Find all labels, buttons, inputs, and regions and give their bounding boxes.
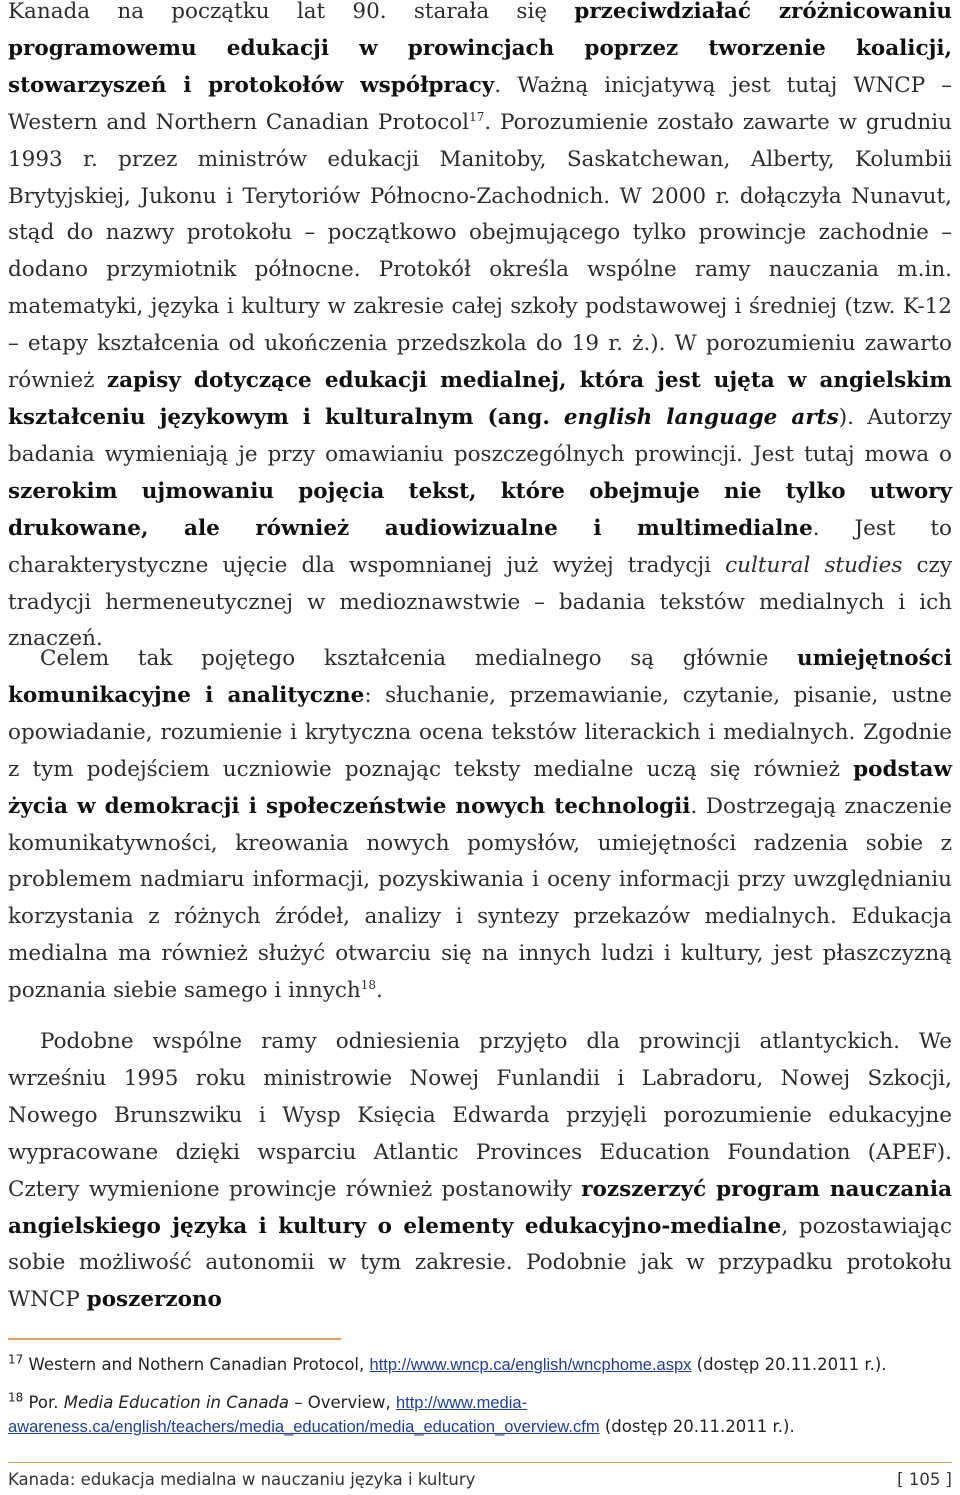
- paragraph-1: [8, 0, 952, 658]
- p1-text-2: . Ważną inicjatywą jest tutaj WNCP – Western and Northern Canadian Protocol: [8, 72, 952, 135]
- page-number: [ 105 ]: [897, 1470, 952, 1489]
- p1-bold-italic: english language arts: [563, 404, 839, 430]
- p1-text-5: . Jest to charakterystyczne ujęcie dla wspomnianej już wyżej tradycji: [8, 515, 952, 578]
- footnote-17-text-1: Western and Nothern Canadian Protocol,: [23, 1355, 370, 1374]
- p3-text-2: , pozostawiając sobie możliwość autonomii w tym zakresie. Podobnie jak w przypadku protokołu WNCP: [8, 1213, 952, 1313]
- p1-text-3: . Porozumienie zostało zawarte w grudniu 1993 r. przez ministrów edukacji Manitoby, Saskatchewan, Alberty, Kolumbii Brytyjskiej, Jukonu i Terytoriów Północno-Zachodnich. W 2000 r. dołączyła Nunavut, stąd do nazwy protokołu – początkowo obejmującego tylko prowincje zachodnie – dodano przymiotnik północne. Protokół określa wspólne ramy nauczania m.in. matematyki, języka i kultury w zakresie całej szkoły podstawowej i średniej (tzw. K-12 – etapy kształcenia od ukończenia przedszkola do 19 r. ż.). W porozumieniu zawarto również: [8, 109, 952, 394]
- footnote-ref-18[interactable]: 18: [360, 978, 377, 992]
- paragraph-3: [8, 1024, 952, 1319]
- p2-bold-2: podstaw życia w demokracji i społeczeństwie nowych technologii: [8, 756, 952, 819]
- footnote-ref-17[interactable]: 17: [469, 109, 485, 124]
- p3-text-1: Podobne wspólne ramy odniesienia przyjęto dla prowincji atlantyckich. We wrześniu 1995 roku ministrowie Nowej Funlandii i Labradoru, Nowej Szkocji, Nowego Brunszwiku i Wysp Księcia Edwarda przyjęli porozumienie edukacyjne wypracowane dzięki wsparciu Atlantic Provinces Education Foundation (APEF). Cztery wymienione prowincje również postanowiły: [8, 1029, 952, 1202]
- p1-bold-3: szerokim ujmowaniu pojęcia tekst, które obejmuje nie tylko utwory drukowane, ale również audiowizualne i multimedialne: [8, 478, 952, 541]
- footnote-17-number: 17: [8, 1352, 24, 1367]
- p2-text-1: Celem tak pojętego kształcenia medialnego są głównie: [40, 646, 798, 671]
- footnote-18-italic: Media Education in Canada: [63, 1393, 290, 1412]
- p1-italic-1: cultural studies: [725, 552, 903, 578]
- footnote-17: [8, 1353, 952, 1377]
- footnote-18-link[interactable]: http://www.media-awareness.ca/english/teachers/media_education/media_education_overview.cfm: [8, 1394, 600, 1436]
- p1-text-1: Kanada na początku lat 90. starała się: [8, 0, 575, 24]
- footer-divider: [8, 1462, 952, 1463]
- p3-bold-1: rozszerzyć program nauczania angielskiego języka i kultury o elementy edukacyjno-medialne: [8, 1176, 953, 1239]
- p2-bold-1: umiejętności komunikacyjne i analityczne: [8, 646, 952, 708]
- p1-bold-1: przeciwdziałać zróżnicowaniu programowemu edukacji w prowincjach poprzez tworzenie koalicji, stowarzyszeń i protokołów współpracy: [8, 0, 953, 98]
- footnote-18-text-1: Por.: [23, 1393, 64, 1412]
- p1-bold-2-text: zapisy dotyczące edukacji medialnej, która jest ujęta w angielskim kształceniu językowym i kulturalnym (ang.: [8, 368, 952, 430]
- p2-text-3: . Dostrzegają znaczenie komunikatywności, kreowania nowych pomysłów, umiejętności radzenia sobie z problemem nadmiaru informacji, pozyskiwania i oceny informacji przy uwzględnianiu korzystania z różnych źródeł, analizy i syntezy przekazów medialnych. Edukacja medialna ma również służyć otwarciu się na innych ludzi i kultury, jest płaszczyzną poznania siebie samego i innych: [8, 793, 952, 1004]
- p1-bold-2: [8, 368, 952, 430]
- footnote-18: [8, 1391, 952, 1439]
- footnote-17-link[interactable]: http://www.wncp.ca/english/wncphome.aspx: [369, 1356, 692, 1374]
- p2-text-4: .: [376, 978, 383, 1004]
- p1-text-6: czy tradycji hermeneutycznej w medioznawstwie – badania tekstów medialnych i ich znaczeń.: [8, 552, 952, 652]
- paragraph-2: [8, 641, 952, 1010]
- p2-text-2: : słuchanie, przemawianie, czytanie, pisanie, ustne opowiadanie, rozumienie i krytyczna ocena tekstów literackich i medialnych. Zgodnie z tym podejściem uczniowie poznając teksty medialne uczą się również: [8, 682, 952, 782]
- running-title: Kanada: edukacja medialna w nauczaniu języka i kultury: [8, 1470, 476, 1489]
- p3-bold-2: poszerzono: [86, 1287, 222, 1313]
- footnote-divider: [8, 1338, 341, 1340]
- footnote-18-text-3: (dostęp 20.11.2011 r.).: [599, 1417, 795, 1436]
- footnote-18-number: 18: [8, 1390, 24, 1405]
- footnote-17-text-2: (dostęp 20.11.2011 r.).: [691, 1355, 887, 1374]
- footnote-18-text-2: – Overview,: [289, 1393, 396, 1412]
- p1-text-4: ). Autorzy badania wymieniają je przy omawianiu poszczególnych prowincji. Jest tutaj mowa o: [8, 404, 953, 467]
